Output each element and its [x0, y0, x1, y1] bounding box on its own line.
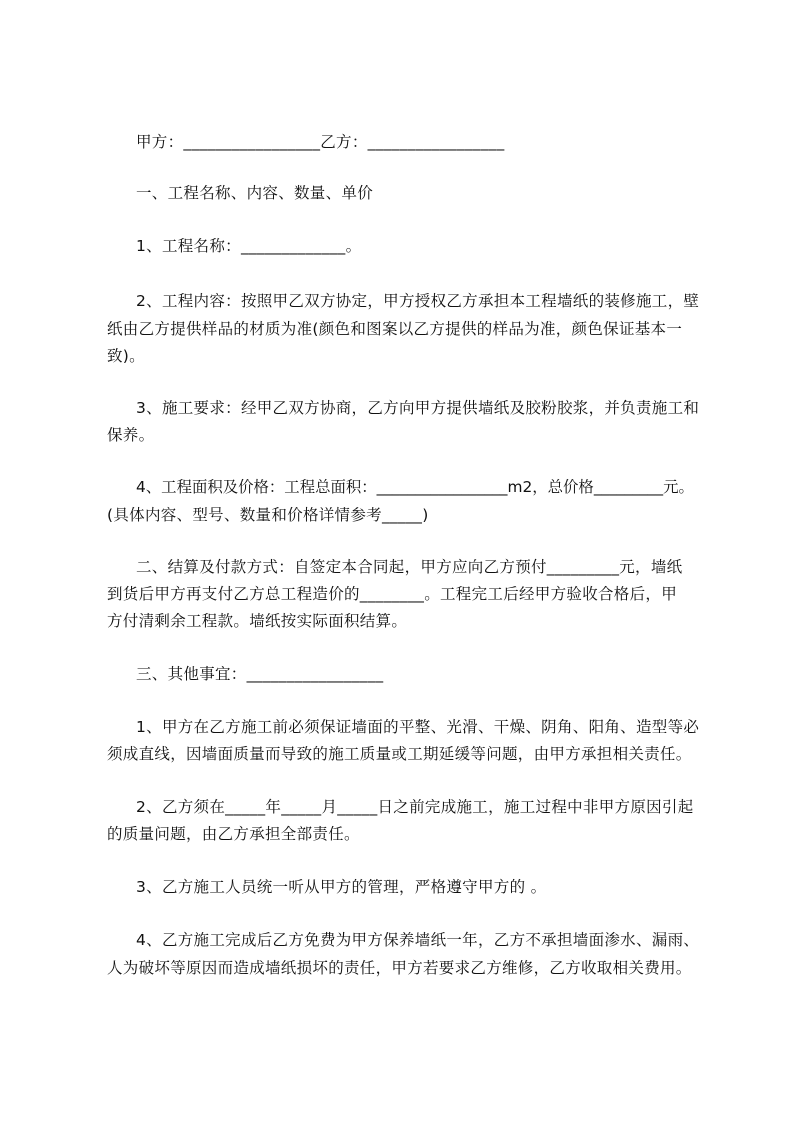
- section2-line3: 方付清剩余工程款。墙纸按实际面积结算。: [107, 612, 408, 630]
- other2-line2: 的质量问题，由乙方承担全部责任。: [107, 825, 360, 843]
- item4-line1: 4、工程面积及价格：工程总面积：_________________m2，总价格_________元。: [136, 478, 694, 496]
- other4-line1: 4、乙方施工完成后乙方免费为甲方保养墙纸一年，乙方不承担墙面渗水、漏雨、: [136, 931, 700, 949]
- item2-line1: 2、工程内容：按照甲乙双方协定，甲方授权乙方承担本工程墙纸的装修施工，壁: [136, 292, 700, 310]
- item2-line2: 纸由乙方提供样品的材质为准(颜色和图案以乙方提供的样品为准，颜色保证基本一: [107, 320, 683, 338]
- item1-project-name: 1、工程名称：_____________。: [136, 237, 362, 255]
- item3-line1: 3、施工要求：经甲乙双方协商，乙方向甲方提供墙纸及胶粉胶浆，并负责施工和: [136, 399, 700, 417]
- other4-line2: 人为破坏等原因而造成墙纸损坏的责任，甲方若要求乙方维修，乙方收取相关费用。: [107, 959, 692, 977]
- item2-line3: 致)。: [107, 347, 145, 365]
- item4-line2: (具体内容、型号、数量和价格详情参考_____): [107, 506, 429, 524]
- parties-line: 甲方：_________________乙方：_________________: [136, 133, 505, 151]
- other1-line2: 须成直线，因墙面质量而导致的施工质量或工期延缓等问题，由甲方承担相关责任。: [107, 745, 692, 763]
- other3-line: 3、乙方施工人员统一听从甲方的管理，严格遵守甲方的 。: [136, 878, 547, 896]
- other2-line1: 2、乙方须在_____年_____月_____日之前完成施工，施工过程中非甲方原因引起: [136, 798, 694, 816]
- section3-title: 三、其他事宜：_________________: [136, 665, 384, 683]
- section2-line1: 二、结算及付款方式：自签定本合同起，甲方应向乙方预付_________元，墙纸: [136, 558, 683, 576]
- other1-line1: 1、甲方在乙方施工前必须保证墙面的平整、光滑、干燥、阴角、阳角、造型等必: [136, 718, 700, 736]
- section2-line2: 到货后甲方再支付乙方总工程造价的________。工程完工后经甲方验收合格后，甲: [107, 585, 678, 603]
- item3-line2: 保养。: [107, 426, 155, 444]
- section1-title: 一、工程名称、内容、数量、单价: [136, 184, 374, 202]
